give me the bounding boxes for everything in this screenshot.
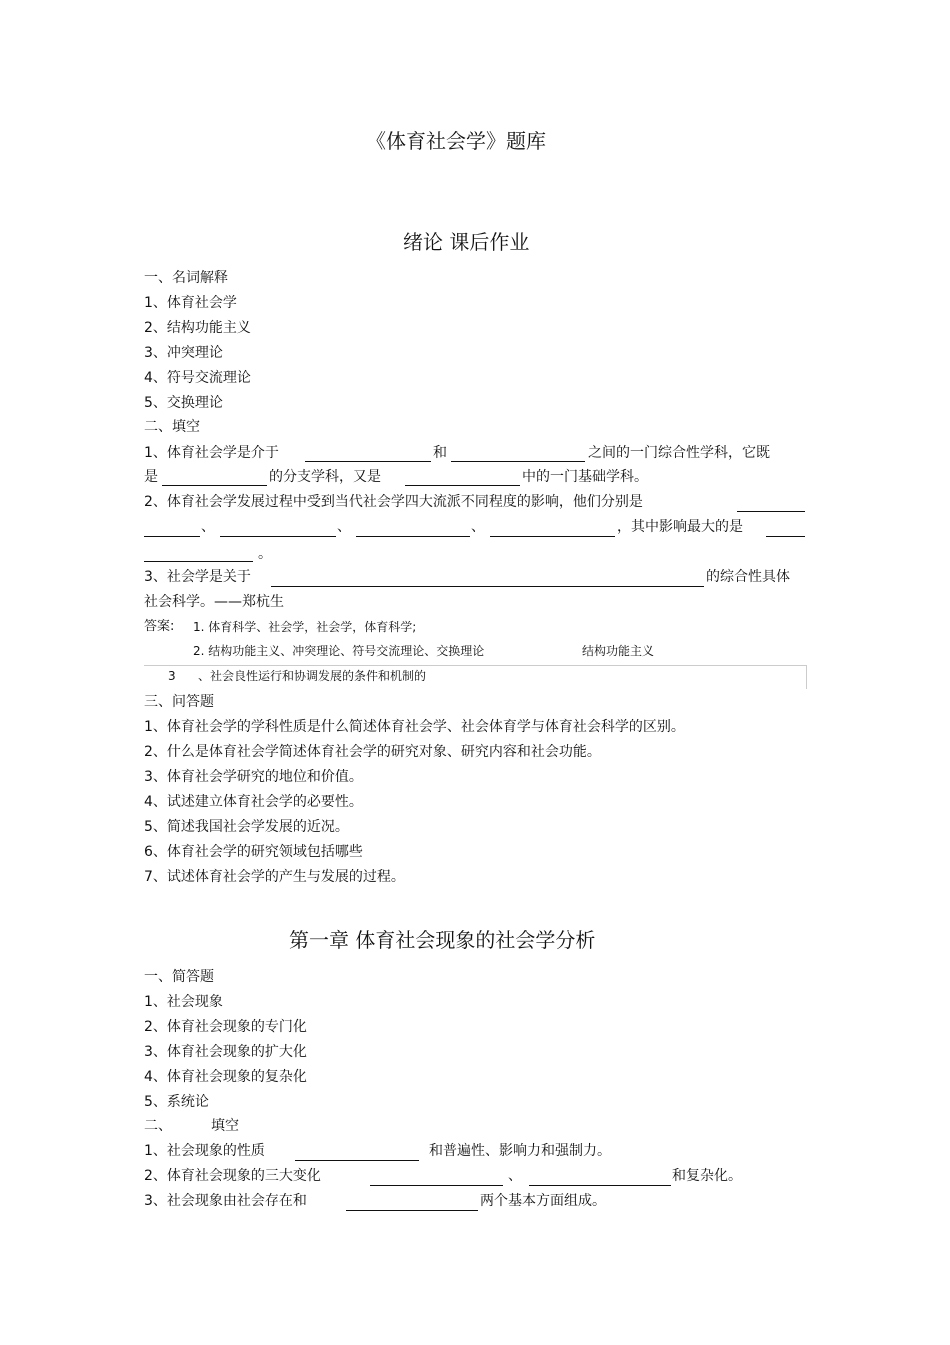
document-title: 《体育社会学》题库: [366, 129, 546, 153]
question-text: 之间的一门综合性学科，它既: [588, 445, 770, 461]
subsection-short: 一、简答题: [144, 969, 214, 985]
answer-text: 2. 结构功能主义、冲突理论、符号交流理论、交换理论: [193, 644, 485, 658]
answer-label: 答案:: [144, 619, 175, 634]
question-text: 3、社会学是关于: [144, 569, 251, 585]
question-text: 是: [144, 469, 158, 485]
question-text: 和普遍性、影响力和强制力。: [429, 1143, 611, 1159]
list-item: 4、试述建立体育社会学的必要性。: [144, 794, 363, 810]
list-item: 2、结构功能主义: [144, 320, 251, 336]
question-text: 3、社会现象由社会存在和: [144, 1193, 307, 1209]
blank-line: [144, 536, 200, 537]
subsection-fill: 二、填空: [144, 419, 200, 435]
section-heading-chapter1: 第一章 体育社会现象的社会学分析: [289, 928, 596, 952]
answer-text: 1. 体育科学、社会学，社会学，体育科学;: [193, 620, 417, 634]
list-item: 7、试述体育社会学的产生与发展的过程。: [144, 869, 405, 885]
blank-line: [356, 536, 470, 537]
blank-line: [295, 1160, 419, 1161]
list-item: 4、符号交流理论: [144, 370, 251, 386]
blank-line: [271, 586, 704, 587]
blank-line: [144, 561, 253, 562]
separator: 、: [471, 519, 485, 535]
question-text: 社会科学。——郑杭生: [144, 594, 284, 610]
question-text: 和复杂化。: [672, 1168, 742, 1184]
question-text: 中的一门基础学科。: [522, 469, 648, 485]
blank-line: [529, 1185, 671, 1186]
list-item: 3、体育社会现象的扩大化: [144, 1044, 307, 1060]
list-item: 5、简述我国社会学发展的近况。: [144, 819, 349, 835]
divider: [144, 665, 806, 666]
blank-line: [162, 485, 267, 486]
blank-line: [370, 1185, 503, 1186]
separator: 、: [201, 519, 215, 535]
divider: [806, 665, 807, 689]
list-item: 5、系统论: [144, 1094, 209, 1110]
question-text: 两个基本方面组成。: [480, 1193, 606, 1209]
question-text: 2、体育社会学发展过程中受到当代社会学四大流派不同程度的影响，他们分别是: [144, 494, 643, 510]
list-item: 5、交换理论: [144, 395, 223, 411]
blank-line: [766, 536, 805, 537]
blank-line: [305, 461, 431, 462]
separator: 、: [337, 519, 351, 535]
subsection-qa: 三、问答题: [144, 694, 214, 710]
list-item: 2、体育社会现象的专门化: [144, 1019, 307, 1035]
subsection-terms: 一、名词解释: [144, 270, 228, 286]
question-text: 1、社会现象的性质: [144, 1143, 265, 1159]
subsection-fill: 填空: [211, 1118, 239, 1134]
list-item: 1、体育社会学的学科性质是什么简述体育社会学、社会体育学与体育社会科学的区别。: [144, 719, 685, 735]
blank-line: [405, 485, 520, 486]
list-item: 1、体育社会学: [144, 295, 237, 311]
answer-text: 结构功能主义: [582, 644, 655, 658]
answer-text: 、社会良性运行和协调发展的条件和机制的: [198, 669, 427, 683]
section-heading-intro: 绪论 课后作业: [403, 230, 530, 254]
question-text: 的分支学科，又是: [269, 469, 381, 485]
list-item: 3、体育社会学研究的地位和价值。: [144, 769, 363, 785]
subsection-fill: 二、: [144, 1118, 172, 1134]
list-item: 3、冲突理论: [144, 345, 223, 361]
question-text: 。: [258, 546, 272, 562]
list-item: 1、社会现象: [144, 994, 223, 1010]
list-item: 2、什么是体育社会学简述体育社会学的研究对象、研究内容和社会功能。: [144, 744, 601, 760]
blank-line: [490, 536, 615, 537]
blank-line: [220, 536, 336, 537]
separator: 、: [508, 1168, 522, 1184]
question-text: 2、体育社会现象的三大变化: [144, 1168, 321, 1184]
list-item: 4、体育社会现象的复杂化: [144, 1069, 307, 1085]
blank-line: [451, 461, 585, 462]
blank-line: [737, 511, 805, 512]
list-item: 6、体育社会学的研究领域包括哪些: [144, 844, 363, 860]
blank-line: [346, 1210, 478, 1211]
question-text: 的综合性具体: [706, 569, 790, 585]
answer-text: 3: [168, 669, 176, 683]
question-text: ，其中影响最大的是: [617, 519, 743, 535]
question-text: 1、体育社会学是介于: [144, 445, 279, 461]
question-text: 和: [433, 445, 447, 461]
